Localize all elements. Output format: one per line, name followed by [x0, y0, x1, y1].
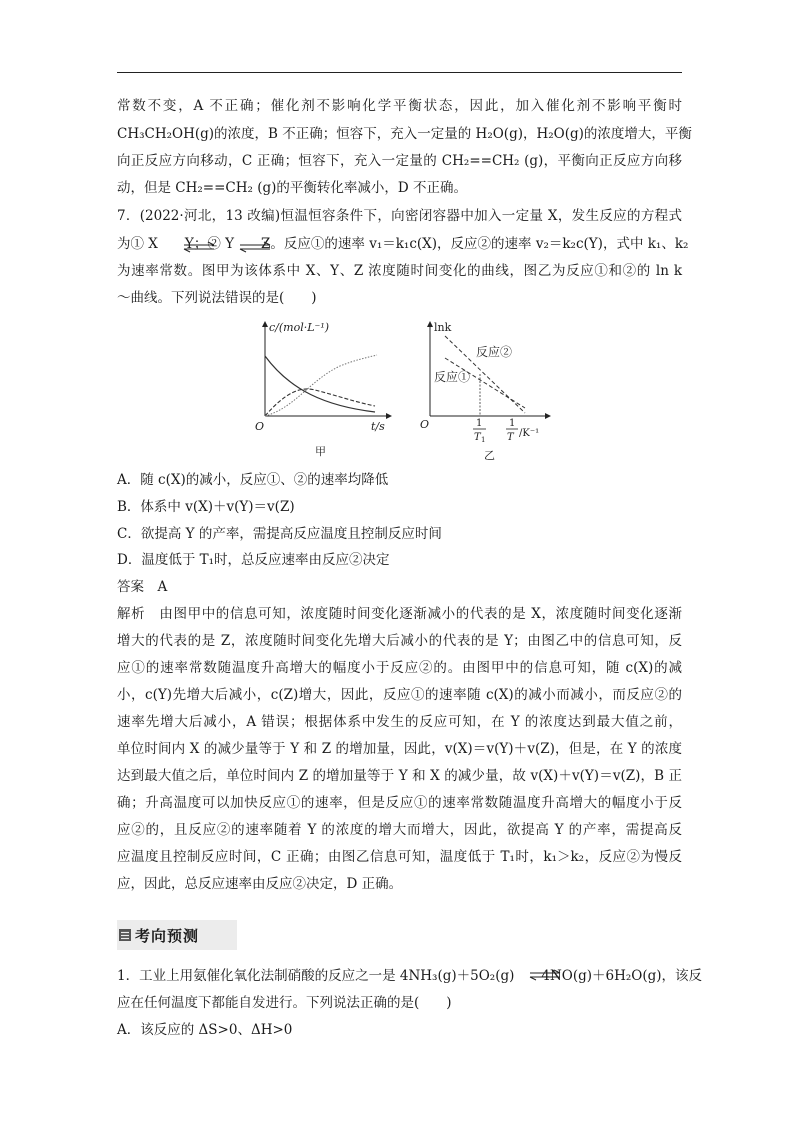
- analysis-line-10: 应温度且控制反应时间，C 正确；由图乙信息可知，温度低于 T₁时，k₁＞k₂，反应②为慢反: [117, 849, 682, 865]
- q1-option-a: A．该反应的 ΔS>0、ΔH>0: [117, 1022, 293, 1038]
- q7-line-3: 为速率常数。图甲为该体系中 X、Y、Z 浓度随时间变化的曲线，图乙为反应①和②的 ln k: [117, 263, 682, 279]
- analysis-line-9: 应②的，且反应②的速率随着 Y 的浓度的增大而增大，因此，欲提高 Y 的产率，需提高反: [117, 822, 682, 838]
- answer: 答案 A: [117, 579, 168, 595]
- section-heading-text: 考向预测: [135, 927, 200, 945]
- reaction-arrow-1: [180, 240, 220, 254]
- option-a: A．随 c(X)的减小，反应①、②的速率均降低: [117, 472, 389, 488]
- analysis-line-8: 确；升高温度可以加快反应①的速率，但是反应①的速率常数随温度升高增大的幅度小于反: [117, 795, 682, 811]
- analysis-line-7: 达到最大值之后，单位时间内 Z 的增加量等于 Y 和 X 的减少量，故 v(X)＋v(Y)＝v(Z)，B 正: [117, 768, 682, 784]
- analysis-line-3: 应①的速率常数随温度升高增大的幅度小于反应②的。由图甲中的信息可知，随 c(X)的减: [117, 660, 682, 676]
- jia-origin: O: [255, 420, 265, 433]
- x-label-1-over-t: [506, 418, 539, 443]
- analysis-line-2: 增大的代表的是 Z，浓度随时间变化先增大后减小的代表的是 Y；由图乙中的信息可知，反: [117, 633, 682, 649]
- reaction-arrow-2: [236, 240, 276, 254]
- yi-origin: O: [420, 418, 430, 431]
- svg-text:/K⁻¹: /K⁻¹: [519, 428, 540, 439]
- q7-line-1: 7．(2022·河北，13 改编)恒温恒容条件下，向密闭容器中加入一定量 X，发生反应的方程式: [117, 208, 682, 224]
- jia-y-label: c/(mol·L⁻¹): [269, 321, 330, 334]
- curve-z: [265, 355, 377, 416]
- jia-caption: 甲: [315, 445, 326, 458]
- analysis-line-11: 应，因此，总反应速率由反应②决定，D 正确。: [117, 876, 403, 892]
- curve-x: [265, 356, 375, 412]
- option-b: B．体系中 v(X)＋v(Y)＝v(Z): [117, 499, 295, 515]
- svg-text:1: 1: [509, 418, 516, 429]
- analysis-line-5: 速率先增大后减小，A 错误；根据体系中发生的反应可知，在 Y 的浓度达到最大值之前，: [117, 714, 682, 730]
- option-c: C．欲提高 Y 的产率，需提高反应温度且控制反应时间: [117, 526, 442, 542]
- reaction-arrow-3: [526, 968, 566, 982]
- intro-line-1: 常数不变，A 不正确；催化剂不影响化学平衡状态，因此，加入催化剂不影响平衡时: [117, 98, 682, 114]
- analysis-line-4: 小，c(Y)先增大后减小，c(Z)增大，因此，反应①的速率随 c(X)的减小而减小，而反应②的: [117, 687, 682, 703]
- figure-jia: [255, 318, 405, 458]
- section-heading: [117, 920, 237, 950]
- svg-text:T: T: [474, 432, 481, 443]
- svg-text:1: 1: [481, 436, 486, 444]
- curve-y: [265, 389, 375, 416]
- q1-line-1: 1．工业上用氨催化氧化法制硝酸的反应之一是 4NH₃(g)＋5O₂(g) 4NO(g)＋6H₂O(g)，该反: [117, 968, 703, 984]
- svg-text:T: T: [507, 432, 514, 443]
- yi-caption: 乙: [484, 449, 495, 462]
- yi-y-label: lnk: [434, 321, 452, 334]
- header-rule: [117, 72, 682, 73]
- option-d: D．温度低于 T₁时，总反应速率由反应②决定: [117, 552, 390, 568]
- jia-x-label: t/s: [371, 420, 385, 433]
- q7-line-2: 为① X Y；② Y Z。反应①的速率 v₁＝k₁c(X)，反应②的速率 v₂＝k₂c(Y)，式中 k₁、k₂: [117, 236, 689, 252]
- intro-line-2: CH₃CH₂OH(g)的浓度，B 不正确；恒容下，充入一定量的 H₂O(g)，H₂O(g)的浓度增大，平衡: [117, 126, 692, 142]
- q7-line-4: ～曲线。下列说法错误的是( ): [117, 290, 317, 306]
- analysis-line-6: 单位时间内 X 的减少量等于 Y 和 Z 的增加量，因此，v(X)＝v(Y)＋v(Z)，但是，在 Y 的浓度: [117, 741, 682, 757]
- figure-yi: [420, 318, 560, 463]
- intro-line-3: 向正反应方向移动，C 正确；恒容下，充入一定量的 CH₂==CH₂ (g)，平衡向正反应方向移: [117, 153, 682, 169]
- label-reaction-2: 反应②: [476, 345, 513, 359]
- tick-1-over-t1: [473, 418, 486, 444]
- analysis-line-1: 解析 由图甲中的信息可知，浓度随时间变化逐渐减小的代表的是 X，浓度随时间变化逐渐: [117, 606, 682, 622]
- intro-line-4: 动，但是 CH₂==CH₂ (g)的平衡转化率减小，D 不正确。: [117, 180, 468, 196]
- q1-line-2: 应在任何温度下都能自发进行。下列说法正确的是( ): [117, 995, 452, 1011]
- svg-text:1: 1: [476, 418, 483, 429]
- label-reaction-1: 反应①: [434, 370, 471, 384]
- list-icon: [119, 929, 131, 941]
